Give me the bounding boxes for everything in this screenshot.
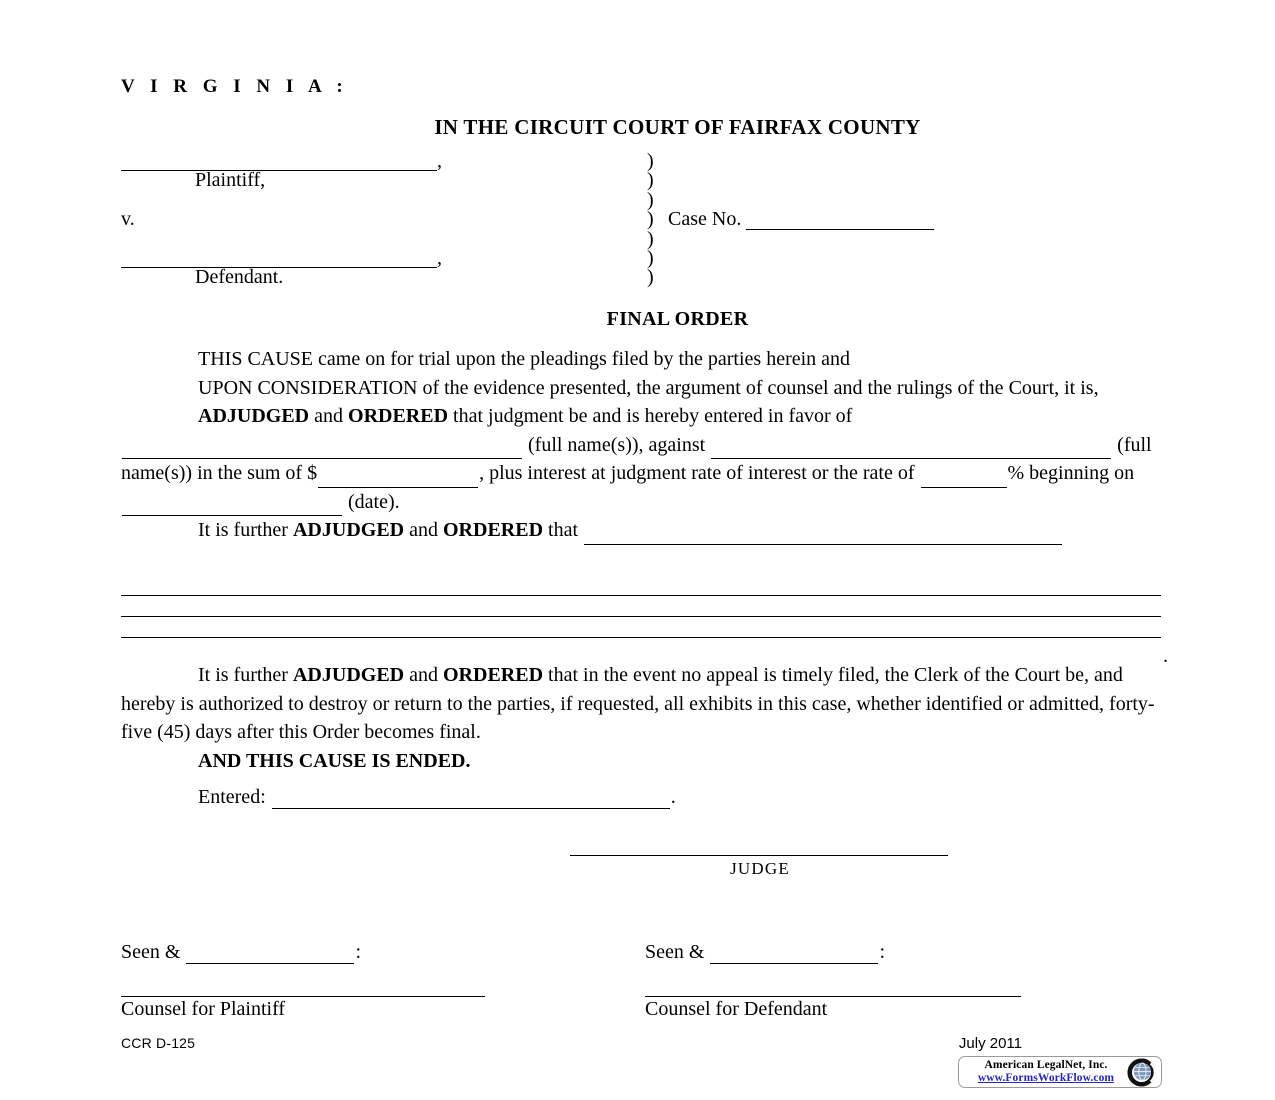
further-lead-text: It is further — [198, 664, 288, 686]
case-number-group — [668, 210, 934, 229]
counsel-defendant-label: Counsel for Defendant — [645, 998, 828, 1020]
seen-agreed-plaintiff-row — [121, 941, 361, 964]
judge-signature-blank[interactable] — [570, 855, 948, 856]
caption-row-plaintiff-label — [121, 171, 1161, 190]
further-order-blank-line-3[interactable] — [121, 616, 1161, 617]
state-heading: V I R G I N I A : — [121, 76, 349, 97]
judgment-favor-text: that judgment be and is hereby entered in favor of — [453, 405, 853, 427]
counsel-plaintiff-signature-blank[interactable] — [121, 996, 485, 997]
case-number-blank[interactable] — [746, 216, 934, 230]
further-order-blank-line-4[interactable] — [121, 637, 1161, 638]
paragraph-exhibits — [121, 661, 1163, 747]
caption-row-versus — [121, 210, 1161, 229]
judge-signature-block — [570, 855, 950, 879]
caption-paren: ) — [647, 150, 654, 172]
further-order-blank-line-1[interactable] — [584, 529, 1062, 545]
plaintiff-name-blank-group: , — [121, 152, 442, 171]
caption-paren: ) — [647, 266, 654, 289]
defendant-label: Defendant. — [195, 266, 284, 289]
document-title: FINAL ORDER — [606, 308, 749, 330]
caption-row-spacer-2 — [121, 227, 1161, 250]
defendant-name-blank-group: , — [121, 249, 442, 268]
seen-label-defendant: Seen & — [645, 941, 705, 963]
seen-defendant-colon: : — [879, 941, 885, 963]
order-body-lower — [121, 661, 1163, 775]
caption-row-defendant-label — [121, 268, 1161, 287]
favor-party-name-blank[interactable] — [122, 443, 522, 459]
interest-percent-blank[interactable] — [921, 472, 1007, 488]
adjudged-keyword: ADJUDGED — [198, 405, 310, 427]
beginning-on-text: % beginning on — [1007, 462, 1135, 484]
order-body-upper — [121, 345, 1163, 545]
paragraph-further-adjudged-blank — [121, 516, 1163, 545]
ruled-line-row — [121, 599, 1163, 620]
date-label-text: (date). — [348, 490, 400, 513]
that-connector: that — [548, 519, 579, 541]
ordered-keyword: ORDERED — [443, 519, 544, 541]
ruled-line-row: . — [121, 620, 1163, 641]
paragraph-this-cause — [121, 345, 1163, 374]
court-title: IN THE CIRCUIT COURT OF FAIRFAX COUNTY — [434, 115, 921, 139]
exhibits-text-line1: that in the event no appeal is timely filed, the Clerk — [548, 664, 959, 686]
entered-row — [198, 786, 676, 809]
against-party-name-blank[interactable] — [711, 443, 1111, 459]
adjudged-keyword: ADJUDGED — [292, 519, 405, 541]
paragraph-cause-ended — [121, 747, 1163, 776]
entered-date-blank[interactable] — [272, 793, 670, 809]
ordered-keyword: ORDERED — [443, 664, 544, 686]
cause-ended-text: AND THIS CAUSE IS ENDED. — [198, 749, 471, 772]
caption-paren: ) — [647, 188, 654, 211]
case-caption — [121, 152, 1161, 288]
case-number-label: Case No. — [668, 208, 742, 231]
judge-label: JUDGE — [730, 859, 790, 878]
and-connector: and — [409, 664, 438, 686]
form-revision-date: July 2011 — [958, 1035, 1022, 1052]
paragraph-this-cause-text: THIS CAUSE came on for trial upon the pleadings filed by the parties herein and — [198, 348, 851, 370]
seen-plaintiff-colon: : — [355, 941, 361, 963]
caption-row-spacer-1 — [121, 188, 1161, 211]
caption-paren: ) — [647, 169, 654, 192]
badge-company-name: American LegalNet, Inc. — [984, 1059, 1108, 1071]
exhibits-text-line2: of the Court be, and hereby is authorized to destroy or return to the parties, if requested, all exhibits in — [121, 664, 1123, 715]
versus-label: v. — [121, 208, 135, 231]
seen-agreed-defendant-row — [645, 941, 885, 964]
seen-label-plaintiff: Seen & — [121, 941, 181, 963]
further-lead-text: It is further — [198, 519, 288, 541]
paragraph-upon-consideration-text-cont: of the Court, it is, — [957, 376, 1099, 399]
full-names-against-text: (full name(s)), against — [528, 433, 706, 456]
adjudged-keyword: ADJUDGED — [292, 664, 405, 686]
interest-start-date-blank[interactable] — [122, 500, 342, 516]
interest-rate-text: , plus interest at judgment rate of interest or the rate of — [479, 462, 915, 484]
caption-row-plaintiff-name — [121, 152, 1161, 171]
seen-plaintiff-blank[interactable] — [186, 948, 354, 964]
further-order-ruled-lines — [121, 578, 1168, 667]
caption-paren: ) — [647, 227, 654, 250]
entered-label: Entered: — [198, 786, 266, 808]
paragraph-upon-consideration — [121, 374, 1163, 403]
and-connector: and — [409, 519, 438, 541]
caption-paren: ) — [647, 208, 654, 231]
seen-defendant-blank[interactable] — [710, 948, 878, 964]
plaintiff-label: Plaintiff, — [195, 169, 266, 192]
badge-website-link[interactable]: www.FormsWorkFlow.com — [977, 1072, 1115, 1084]
paragraph-upon-consideration-text: UPON CONSIDERATION of the evidence presented, the argument of counsel and the rulings — [198, 376, 953, 399]
plaintiff-name-blank[interactable] — [121, 156, 437, 171]
ordered-keyword: ORDERED — [348, 405, 449, 427]
badge-text-group — [966, 1059, 1126, 1085]
counsel-plaintiff-label: Counsel for Plaintiff — [121, 998, 286, 1020]
entered-period: . — [670, 786, 676, 808]
further-order-blank-line-2[interactable] — [121, 595, 1161, 596]
paragraph-adjudged-judgment — [121, 402, 1163, 516]
counsel-defendant-signature-blank[interactable] — [645, 996, 1021, 997]
caption-paren: ) — [647, 246, 654, 269]
globe-icon — [1127, 1058, 1156, 1087]
american-legalnet-badge[interactable] — [958, 1056, 1162, 1088]
form-code: CCR D-125 — [121, 1035, 196, 1051]
judgment-sum-blank[interactable] — [318, 472, 478, 488]
ruled-line-row — [121, 578, 1163, 599]
exhibits-text-line3: this case, whether identified or admitted, forty-five (45) days after this Order becomes final. — [121, 692, 1155, 743]
sum-label-text: (full name(s)) in the sum of $ — [121, 433, 1152, 484]
and-connector: and — [314, 405, 344, 427]
